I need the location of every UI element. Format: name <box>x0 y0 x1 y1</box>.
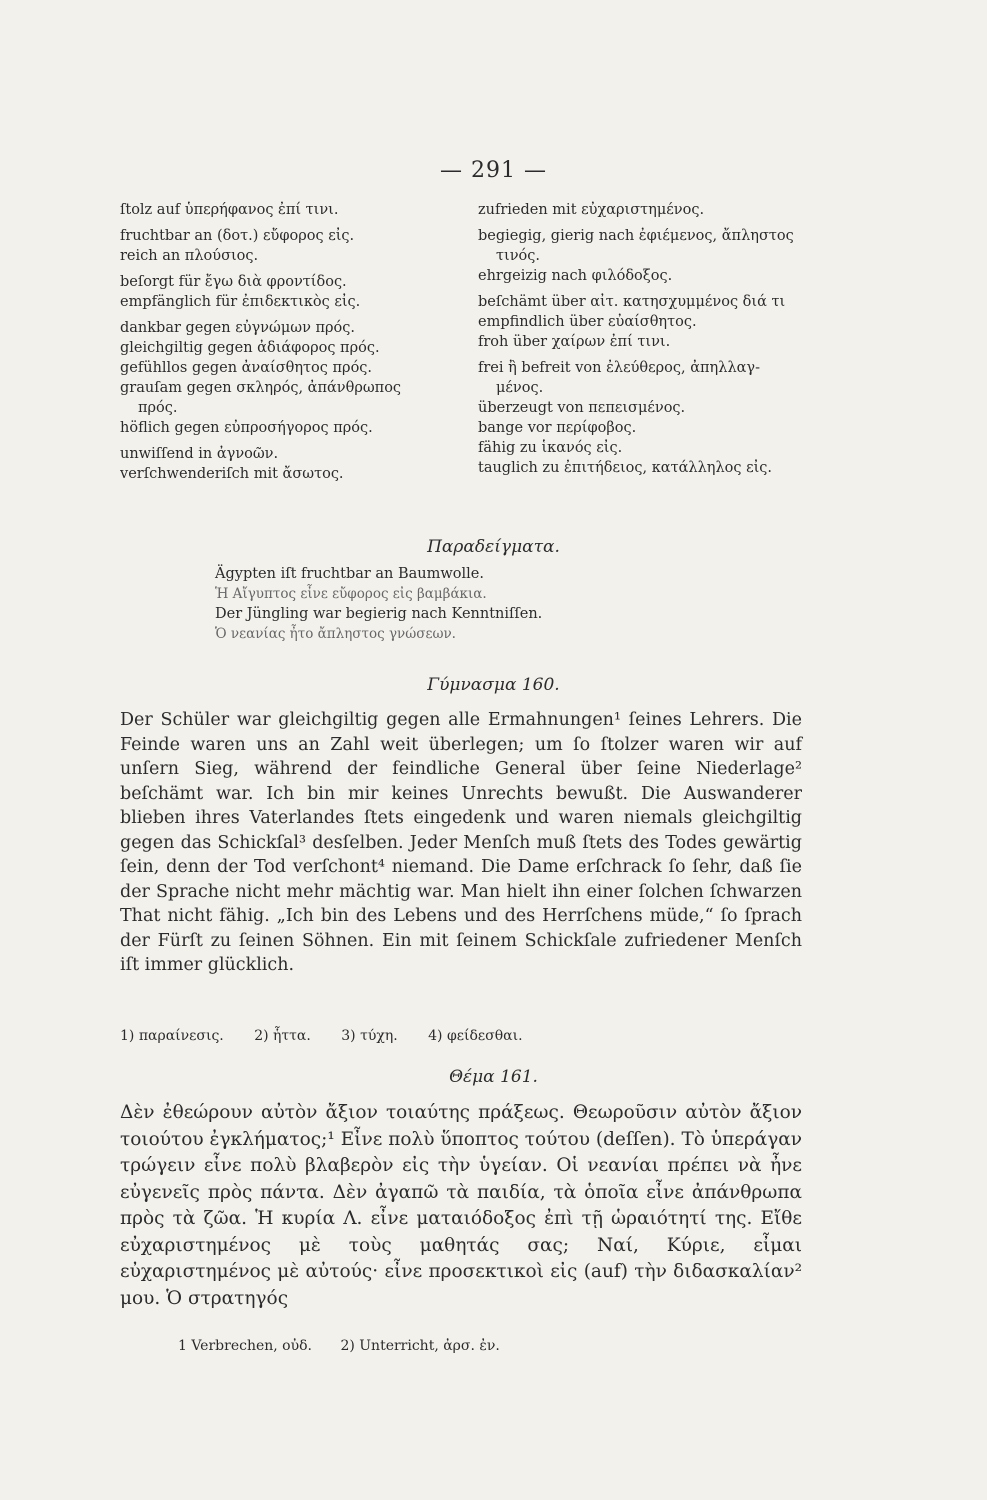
vocab-entry-continuation: μένος. <box>496 380 544 396</box>
vocab-entry: froh über χαίρων ἐπί τινι. <box>478 334 671 350</box>
vocab-entry: überzeugt von πεπεισμένος. <box>478 400 686 416</box>
vocab-entry: unwiſſend in ἀγνοῶν. <box>120 446 279 462</box>
examples-heading: Παραδείγματα. <box>427 537 560 557</box>
vocab-entry: beſorgt für ἔγω διὰ φροντίδος. <box>120 274 347 290</box>
footnote: 2) Unterricht, ἀρσ. ἐν. <box>340 1338 500 1354</box>
exercise-160-heading: Γύμνασμα 160. <box>427 675 560 695</box>
vocab-entry: zufrieden mit εὐχαριστημένος. <box>478 202 705 218</box>
vocab-entry-continuation: πρός. <box>138 400 178 416</box>
vocab-entry: dankbar gegen εὐγνώμων πρός. <box>120 320 356 336</box>
example-german: Der Jüngling war begierig nach Kenntniſſen. <box>215 606 543 622</box>
vocab-entry: tauglich zu ἐπιτήδειος, κατάλληλος εἰς. <box>478 460 773 476</box>
vocab-entry: gleichgiltig gegen ἀδιάφορος πρός. <box>120 340 380 356</box>
vocabulary-left-column <box>120 200 480 484</box>
examples-block <box>215 564 775 644</box>
exercise-161-footnotes <box>178 1338 818 1354</box>
footnote: 3) τύχη. <box>341 1028 398 1044</box>
vocab-entry: gefühllos gegen ἀναίσθητος πρός. <box>120 360 373 376</box>
example-german: Ägypten iſt fruchtbar an Baumwolle. <box>215 566 485 582</box>
vocab-entry: reich an πλούσιος. <box>120 248 259 264</box>
exercise-160-text: Der Schüler war gleichgiltig gegen alle Ermahnungen¹ ſeines Lehrers. Die Feinde waren uns an Zahl weit überlegen; um ſo ſtolzer waren wir auf unſern Sieg, während der feindliche General über ſeine Niederlage² beſchämt war. Ich bin mir keines Unrechts bewußt. Die Auswanderer blieben ihres Vaterlandes ſtets eingedenk und waren niemals gleichgiltig gegen das Schickſal³ desſelben. Jeder Menſch muß ſtets des Todes gewärtig ſein, denn der Tod verſchont⁴ niemand. Die Dame erſchrack ſo ſehr, daß ſie der Sprache nicht mehr mächtig war. Man hielt ihn einer ſolchen ſchwarzen That nicht fähig. „Ich bin des Lebens und des Herrſchens müde,“ ſo ſprach der Fürſt zu ſeinen Söhnen. Ein mit ſeinem Schickſale zufriedener Menſch iſt immer glücklich. <box>120 710 802 975</box>
footnote: 1) παραίνεσις. <box>120 1028 224 1044</box>
footnote: 1 Verbrechen, οὐδ. <box>178 1338 312 1354</box>
vocab-entry-continuation: τινός. <box>496 248 540 264</box>
vocab-entry: beſchämt über αἰτ. κατησχυμμένος διά τι <box>478 294 786 310</box>
vocab-entry: empfindlich über εὐαίσθητος. <box>478 314 697 330</box>
vocab-entry: ehrgeizig nach φιλόδοξος. <box>478 268 673 284</box>
exercise-161-text: Δὲν ἐθεώρουν αὐτὸν ἄξιον τοιαύτης πράξεως. Θεωροῦσιν αὐτὸν ἄξιον τοιούτου ἐγκλήματος;¹ Εἶνε πολὺ ὕποπτος τούτου (deſſen). Τὸ ὑπεράγαν τρώγειν εἶνε πολὺ βλαβερὸν εἰς τὴν ὑγείαν. Οἱ νεανίαι πρέπει νὰ ἦνε εὐγενεῖς πρὸς πάντα. Δὲν ἀγαπῶ τὰ παιδία, τὰ ὁποῖα εἶνε ἀπάνθρωπα πρὸς τὰ ζῶα. Ἡ κυρία Λ. εἶνε ματαιόδοξος ἐπὶ τῇ ὡραιότητί της. Εἴθε εὐχαριστημένος μὲ τοὺς μαθητάς σας; Ναί, Κύριε, εἶμαι εὐχαριστημένος μὲ αὐτούς· εἶνε προσεκτικοὶ εἰς (auf) τὴν διδασκαλίαν² μου. Ὁ στρατηγός <box>120 1102 802 1309</box>
page-number: — 291 — <box>440 158 547 183</box>
exercise-160-footnotes <box>120 1028 820 1044</box>
footnote: 4) φείδεσθαι. <box>428 1028 523 1044</box>
exercise-161-heading: Θέμα 161. <box>449 1067 538 1087</box>
vocab-entry: frei ἢ befreit von ἐλεύθερος, ἀπηλλαγ- <box>478 360 760 376</box>
vocab-entry: höflich gegen εὐπροσήγορος πρός. <box>120 420 373 436</box>
vocab-entry: begiegig, gierig nach ἐφιέμενος, ἄπληστος <box>478 228 794 244</box>
vocab-entry: verſchwenderiſch mit ἄσωτος. <box>120 466 344 482</box>
footnote: 2) ἧττα. <box>254 1028 311 1044</box>
vocab-entry: bange vor περίφοβος. <box>478 420 637 436</box>
example-greek: Ἡ Αἴγυπτος εἶνε εὔφορος εἰς βαμβάκια. <box>215 586 487 602</box>
example-greek: Ὁ νεανίας ἦτο ἄπληστος γνώσεων. <box>215 626 456 642</box>
vocab-entry: grauſam gegen σκληρός, ἀπάνθρωπος <box>120 380 402 396</box>
vocab-entry: empfänglich für ἐπιδεκτικὸς εἰς. <box>120 294 361 310</box>
vocab-entry: fruchtbar an (δοτ.) εὔφορος εἰς. <box>120 228 355 244</box>
vocabulary-right-column <box>478 200 828 478</box>
vocab-entry: fähig zu ἱκανός εἰς. <box>478 440 623 456</box>
vocab-entry: ſtolz auf ὑπερήφανος ἐπί τινι. <box>120 202 339 218</box>
